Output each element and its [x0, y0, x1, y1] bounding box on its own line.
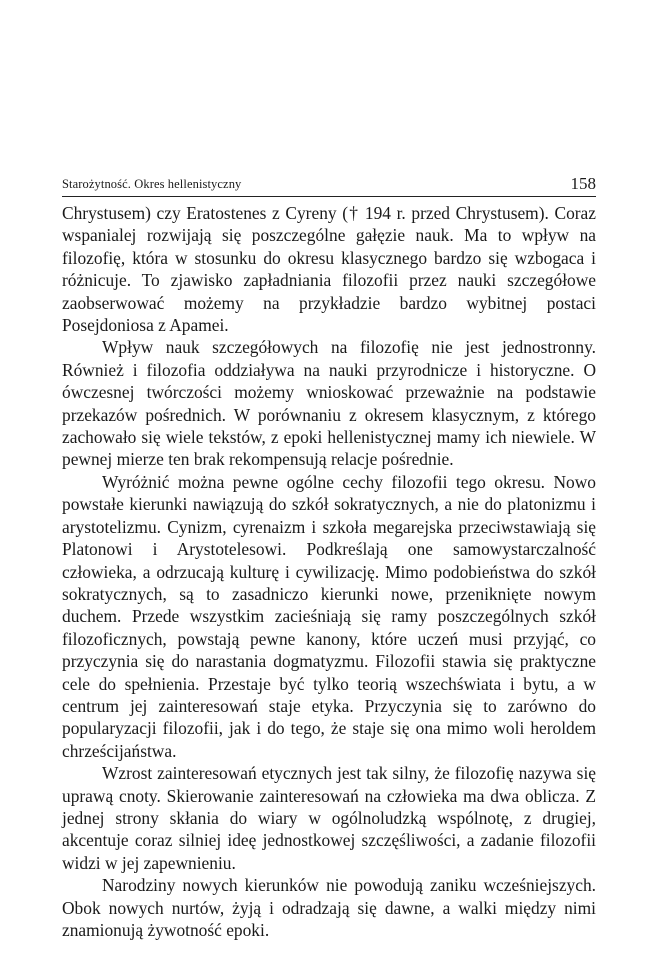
paragraph-4: Wzrost zainteresowań etycznych jest tak silny, że filozofię nazywa się uprawą cnoty. Skierowanie zainteresowań na człowieka ma dwa oblicza. Z jednej strony skłania do wiary w ogólnoludzką wspólnotę, z drugiej, akcentuje coraz silniej ideę jednostkowej szczęśliwości, a zadanie filozofii widzi w jej zapewnieniu.: [62, 763, 596, 873]
body-text: [62, 202, 596, 941]
paragraph-5: Narodziny nowych kierunków nie powodują zaniku wcześniejszych. Obok nowych nurtów, żyją i odradzają się dawne, a walki między nimi znamionują żywotność epoki.: [62, 875, 596, 940]
page-header: [62, 174, 596, 197]
page-number: 158: [570, 174, 596, 193]
paragraph-3: Wyróżnić można pewne ogólne cechy filozofii tego okresu. Nowo powstałe kierunki nawiązują do szkół sokratycznych, a nie do platonizmu i arystotelizmu. Cynizm, cyrenaizm i szkoła megarejska przeciwstawiają się Platonowi i Arystotelesowi. Podkreślają one samowystarczalność człowieka, a odrzucają kulturę i cywilizację. Mimo podobieństwa do szkół sokratycznych, są to zasadniczo kierunki nowe, przeniknięte nowym duchem. Przede wszystkim zacieśniają się ramy poszczególnych szkół filozoficznych, powstają pewne kanony, które uczeń musi przyjąć, co przyczynia się do narastania dogmatyzmu. Filozofii stawia się praktyczne cele do spełnienia. Przestaje być tylko teorią wszechświata i bytu, a w centrum jej zainteresowań staje etyka. Przyczynia się to zarówno do popularyzacji filozofii, jak i do tego, że staje się ona mimo woli heroldem chrześcijaństwa.: [62, 471, 596, 761]
paragraph-1: Chrystusem) czy Eratostenes z Cyreny († 194 r. przed Chrystusem). Coraz wspanialej rozwijają się poszczególne gałęzie nauk. Ma to wpływ na filozofię, która w stosunku do okresu klasycznego bardzo się wzbogaca i różnicuje. To zjawisko zapładniania filozofii przez nauki szczegółowe zaobserwować możemy na przykładzie bardzo wybitnej postaci Posejdoniosa z Apamei.: [62, 203, 596, 336]
paragraph-2: Wpływ nauk szczegółowych na filozofię nie jest jednostronny. Również i filozofia oddziaływa na nauki przyrodnicze i historyczne. O ówczesnej twórczości możemy wnioskować przeważnie na podstawie przekazów pośrednich. W porównaniu z okresem klasycznym, z którego zachowało się wiele tekstów, z epoki hellenistycznej mamy ich niewiele. W pewnej mierze ten brak rekompensują relacje pośrednie.: [62, 337, 596, 470]
running-head: Starożytność. Okres hellenistyczny: [62, 177, 242, 191]
